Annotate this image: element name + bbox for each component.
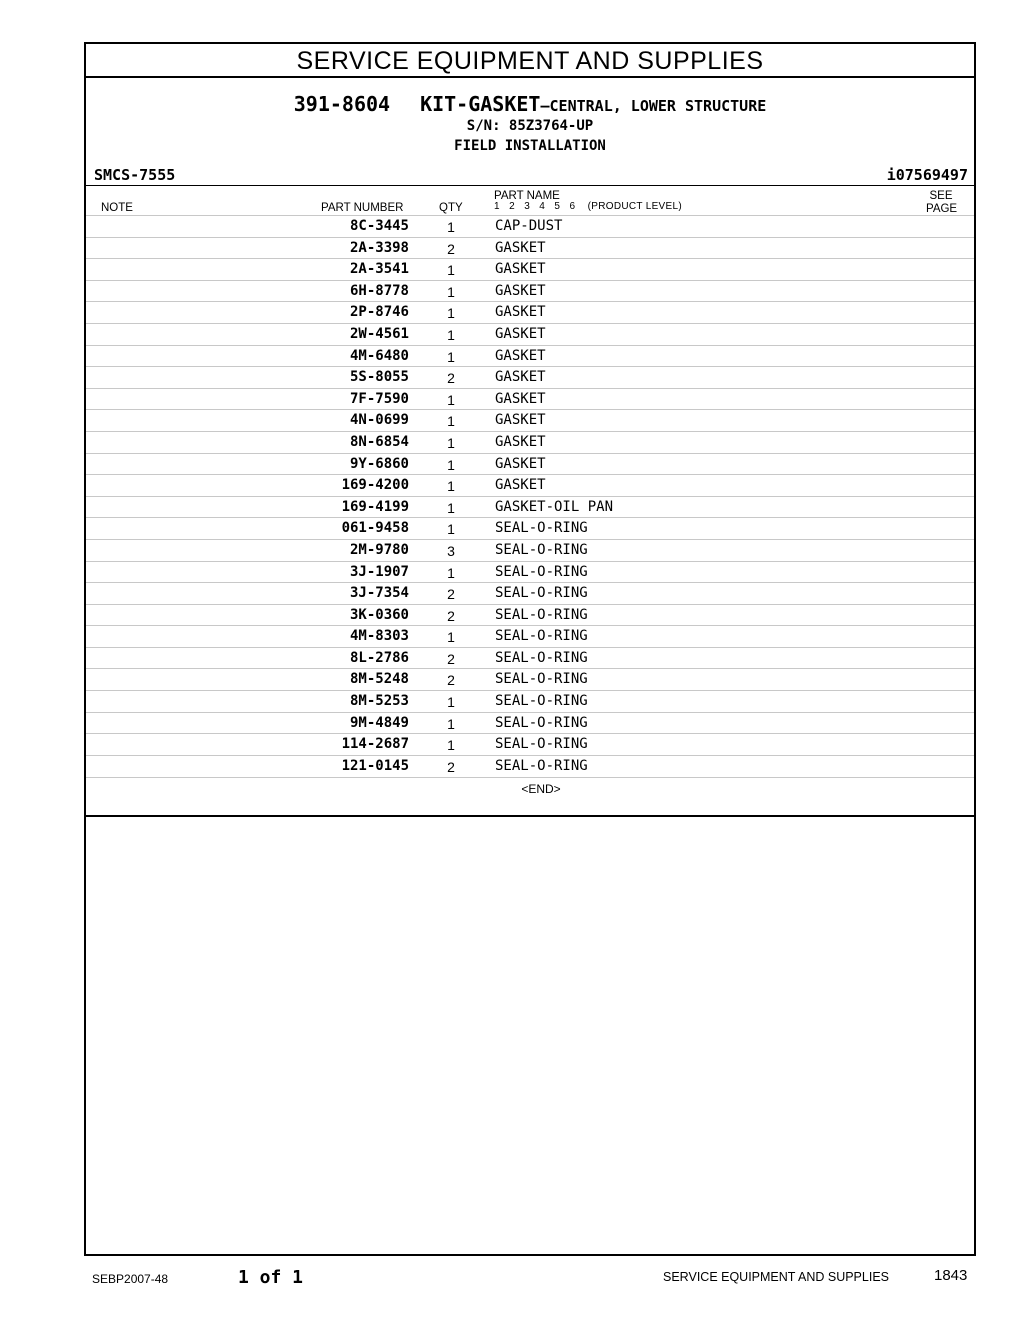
table-row [86,237,974,259]
part-qty: 1 [447,499,455,516]
part-name: GASKET [495,239,546,256]
part-qty: 2 [447,370,455,387]
part-qty: 1 [447,305,455,322]
part-name: GASKET [495,347,546,364]
table-row [86,625,974,647]
part-number: 3J-1907 [349,563,409,580]
part-number: 7F-7590 [349,390,409,407]
part-number: 3J-7354 [349,585,409,602]
table-row [86,496,974,518]
table-row [86,366,974,388]
part-qty: 1 [447,456,455,473]
part-number: 8M-5253 [349,693,409,710]
part-number: 6H-8778 [349,282,409,299]
part-qty: 2 [447,650,455,667]
part-qty: 1 [447,434,455,451]
column-header-product-level: 1 2 3 4 5 6 (PRODUCT LEVEL) [494,201,682,212]
kit-name: KIT-GASKET [420,92,541,116]
part-qty: 1 [447,219,455,235]
part-name: GASKET [495,325,546,342]
part-name: SEAL-O-RING [495,585,588,602]
part-qty: 2 [447,758,455,775]
table-row [86,733,974,755]
part-qty: 1 [447,283,455,300]
part-qty: 1 [447,521,455,538]
table-row [86,647,974,669]
part-number: 2P-8746 [349,304,409,321]
part-number: 4M-6480 [349,347,409,364]
footer-page-of: 1 of 1 [238,1267,304,1288]
part-number: 8N-6854 [349,433,409,450]
parts-table [86,215,974,776]
part-qty: 3 [447,542,455,559]
table-row [86,539,974,561]
table-row [86,582,974,604]
table-row [86,323,974,345]
part-name: SEAL-O-RING [495,520,588,537]
table-row [86,690,974,712]
part-name: GASKET [495,433,546,450]
table-row [86,517,974,539]
part-name: SEAL-O-RING [495,671,588,688]
smcs-code: SMCS-7555 [94,166,176,184]
end-marker: <END> [86,777,974,801]
part-name: CAP-DUST [495,218,563,234]
table-row [86,474,974,496]
part-qty: 1 [447,737,455,754]
document-identifier: i07569497 [886,166,968,184]
part-number: 169-4199 [341,498,409,515]
table-row [86,258,974,280]
part-number: 2M-9780 [349,541,409,558]
part-number: 4M-8303 [349,628,409,645]
part-qty: 1 [447,715,455,732]
column-header-qty: QTY [439,202,463,214]
part-name: SEAL-O-RING [495,649,588,666]
part-name: SEAL-O-RING [495,541,588,558]
part-number: 8M-5248 [349,671,409,688]
table-row [86,215,974,237]
part-name: GASKET [495,282,546,299]
kit-number: 391-8604 [293,92,391,116]
part-qty: 1 [447,413,455,430]
part-name: GASKET [495,455,546,472]
part-name: SEAL-O-RING [495,757,588,774]
footer-page-number: 1843 [934,1267,968,1284]
part-number: 4N-0699 [349,412,409,429]
table-row [86,604,974,626]
table-row [86,301,974,323]
part-name: SEAL-O-RING [495,606,588,623]
part-name: SEAL-O-RING [495,736,588,753]
part-qty: 2 [447,672,455,689]
part-number: 9M-4849 [349,714,409,731]
part-number: 114-2687 [341,736,409,753]
footer-doc-number: SEBP2007-48 [92,1272,169,1286]
part-number: 8C-3445 [349,218,409,234]
table-row [86,345,974,367]
part-qty: 2 [447,607,455,624]
table-row [86,561,974,583]
column-header-part-number: PART NUMBER [321,202,404,214]
part-name: SEAL-O-RING [495,714,588,731]
part-number: 9Y-6860 [349,455,409,472]
part-qty: 1 [447,348,455,365]
installation-type: FIELD INSTALLATION [454,138,606,154]
table-row [86,388,974,410]
table-row [86,712,974,734]
part-qty: 1 [447,478,455,495]
header-divider [86,185,974,186]
part-qty: 1 [447,629,455,646]
part-name: SEAL-O-RING [495,693,588,710]
kit-title [86,92,974,116]
part-qty: 2 [447,240,455,257]
table-row [86,409,974,431]
part-qty: 1 [447,694,455,711]
column-header-see-page [926,190,956,216]
table-row [86,280,974,302]
part-number: 3K-0360 [349,606,409,623]
column-header-part-name: PART NAME [494,190,560,202]
part-qty: 2 [447,586,455,603]
part-name: SEAL-O-RING [495,628,588,645]
document-frame [84,42,976,1256]
part-qty: 1 [447,564,455,581]
part-number: 2A-3398 [349,239,409,256]
part-number: 2W-4561 [349,325,409,342]
part-name: GASKET [495,477,546,494]
part-qty: 1 [447,262,455,279]
table-row [86,431,974,453]
part-name: GASKET [495,390,546,407]
table-row [86,453,974,475]
part-number: 061-9458 [341,520,409,537]
part-number: 5S-8055 [349,369,409,386]
list-bottom-divider [86,815,974,817]
part-number: 121-0145 [341,757,409,774]
page-label: PAGE [926,203,958,215]
part-name: GASKET [495,304,546,321]
serial-number: S/N: 85Z3764-UP [466,118,594,134]
part-name: GASKET-OIL PAN [495,498,614,515]
part-name: GASKET [495,369,546,386]
footer-section-title: SERVICE EQUIPMENT AND SUPPLIES [663,1270,889,1284]
see-label: SEE [929,190,953,202]
part-qty: 1 [447,326,455,343]
table-row [86,755,974,777]
part-name: GASKET [495,261,546,278]
part-name: SEAL-O-RING [495,563,588,580]
part-number: 2A-3541 [349,261,409,278]
part-name: GASKET [495,412,546,429]
kit-subtitle: —CENTRAL, LOWER STRUCTURE [540,97,767,115]
part-number: 169-4200 [341,477,409,494]
part-qty: 1 [447,391,455,408]
table-row [86,668,974,690]
section-title: SERVICE EQUIPMENT AND SUPPLIES [86,44,974,78]
part-number: 8L-2786 [349,649,409,666]
column-header-note: NOTE [101,202,133,214]
